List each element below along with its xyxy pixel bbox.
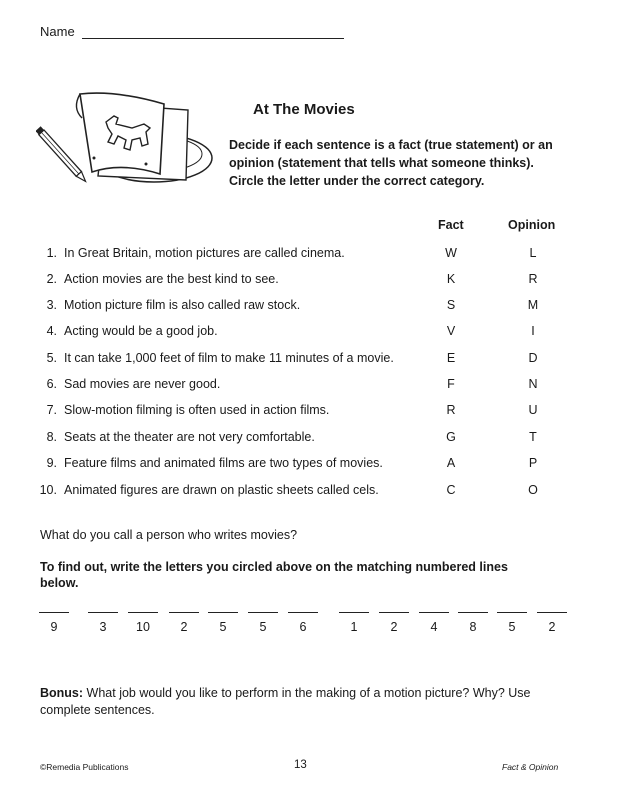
name-field (40, 24, 344, 39)
blank-number: 2 (390, 620, 398, 634)
answer-blank[interactable] (537, 612, 567, 613)
answer-blank[interactable] (419, 612, 449, 613)
answer-blank[interactable] (128, 612, 158, 613)
worksheet-title: At The Movies (253, 101, 355, 118)
bonus-section (40, 685, 560, 719)
opinion-letter[interactable]: D (528, 351, 538, 365)
question-text: Acting would be a good job. (64, 324, 218, 338)
question-number: 9. (46, 456, 57, 470)
question-row (0, 430, 618, 456)
opinion-column-header: Opinion (508, 218, 556, 232)
fact-letter[interactable]: R (446, 403, 456, 417)
question-row (0, 246, 618, 272)
question-number: 4. (46, 324, 57, 338)
question-text: It can take 1,000 feet of film to make 11 minutes of a movie. (64, 351, 394, 365)
question-number: 8. (46, 430, 57, 444)
question-row (0, 351, 618, 377)
opinion-letter[interactable]: T (529, 430, 537, 444)
blank-number: 2 (548, 620, 556, 634)
blank-number: 4 (430, 620, 438, 634)
answer-blank[interactable] (288, 612, 318, 613)
answer-blank[interactable] (88, 612, 118, 613)
question-number: 7. (46, 403, 57, 417)
answer-blank[interactable] (208, 612, 238, 613)
riddle-question: What do you call a person who writes movies? (40, 528, 298, 542)
question-row (0, 324, 618, 350)
opinion-letter[interactable]: M (527, 298, 539, 312)
answer-blank[interactable] (339, 612, 369, 613)
question-row (0, 403, 618, 429)
question-number: 6. (46, 377, 57, 391)
blank-number: 5 (508, 620, 516, 634)
answer-blank[interactable] (458, 612, 488, 613)
question-text: Slow-motion filming is often used in action films. (64, 403, 330, 417)
question-number: 5. (46, 351, 57, 365)
fact-letter[interactable]: V (446, 324, 456, 338)
publisher-credit: ©Remedia Publications (40, 762, 129, 772)
question-row (0, 377, 618, 403)
answer-blank[interactable] (379, 612, 409, 613)
opinion-letter[interactable]: L (529, 246, 537, 260)
blank-number: 2 (180, 620, 188, 634)
series-name: Fact & Opinion (502, 762, 559, 772)
answer-blank[interactable] (248, 612, 278, 613)
fact-letter[interactable]: W (445, 246, 457, 260)
blank-number: 9 (50, 620, 58, 634)
question-number: 10. (39, 483, 57, 497)
question-text: Motion picture film is also called raw stock. (64, 298, 301, 312)
question-row (0, 298, 618, 324)
question-text: Sad movies are never good. (64, 377, 221, 391)
blank-number: 1 (350, 620, 358, 634)
question-row (0, 483, 618, 509)
question-row (0, 272, 618, 298)
blank-number: 10 (136, 620, 150, 634)
movie-film-illustration (36, 88, 216, 198)
opinion-letter[interactable]: P (528, 456, 538, 470)
fact-letter[interactable]: A (446, 456, 456, 470)
fact-letter[interactable]: S (446, 298, 456, 312)
bonus-label: Bonus: (40, 686, 84, 700)
answer-blank[interactable] (39, 612, 69, 613)
blank-number: 3 (99, 620, 107, 634)
opinion-letter[interactable]: N (528, 377, 538, 391)
fact-letter[interactable]: G (446, 430, 456, 444)
blank-number: 5 (219, 620, 227, 634)
blank-number: 5 (259, 620, 267, 634)
question-number: 3. (46, 298, 57, 312)
blank-number: 6 (299, 620, 307, 634)
question-text: Seats at the theater are not very comfortable. (64, 430, 315, 444)
answer-blank[interactable] (169, 612, 199, 613)
opinion-letter[interactable]: U (528, 403, 538, 417)
fact-letter[interactable]: F (447, 377, 455, 391)
page-number: 13 (294, 759, 307, 771)
question-text: Animated figures are drawn on plastic sheets called cels. (64, 483, 379, 497)
name-label: Name (40, 24, 75, 39)
question-row (0, 456, 618, 482)
opinion-letter[interactable]: R (528, 272, 538, 286)
question-text: Feature films and animated films are two types of movies. (64, 456, 383, 470)
answer-blank[interactable] (497, 612, 527, 613)
bonus-text: What job would you like to perform in the making of a motion picture? Why? Use complete sentences. (40, 686, 531, 717)
opinion-letter[interactable]: I (531, 324, 535, 338)
opinion-letter[interactable]: O (528, 483, 538, 497)
fact-letter[interactable]: C (446, 483, 456, 497)
find-out-instructions: To find out, write the letters you circled above on the matching numbered lines below. (40, 560, 508, 590)
name-line[interactable] (82, 25, 344, 39)
question-number: 1. (46, 246, 57, 260)
question-number: 2. (46, 272, 57, 286)
fact-letter[interactable]: K (446, 272, 456, 286)
blank-number: 8 (469, 620, 477, 634)
instructions: Decide if each sentence is a fact (true statement) or an opinion (statement that tells what someone thinks). Circle the letter under the correct category. (229, 138, 553, 188)
question-text: In Great Britain, motion pictures are called cinema. (64, 246, 345, 260)
fact-column-header: Fact (438, 218, 464, 232)
question-text: Action movies are the best kind to see. (64, 272, 279, 286)
fact-letter[interactable]: E (446, 351, 456, 365)
